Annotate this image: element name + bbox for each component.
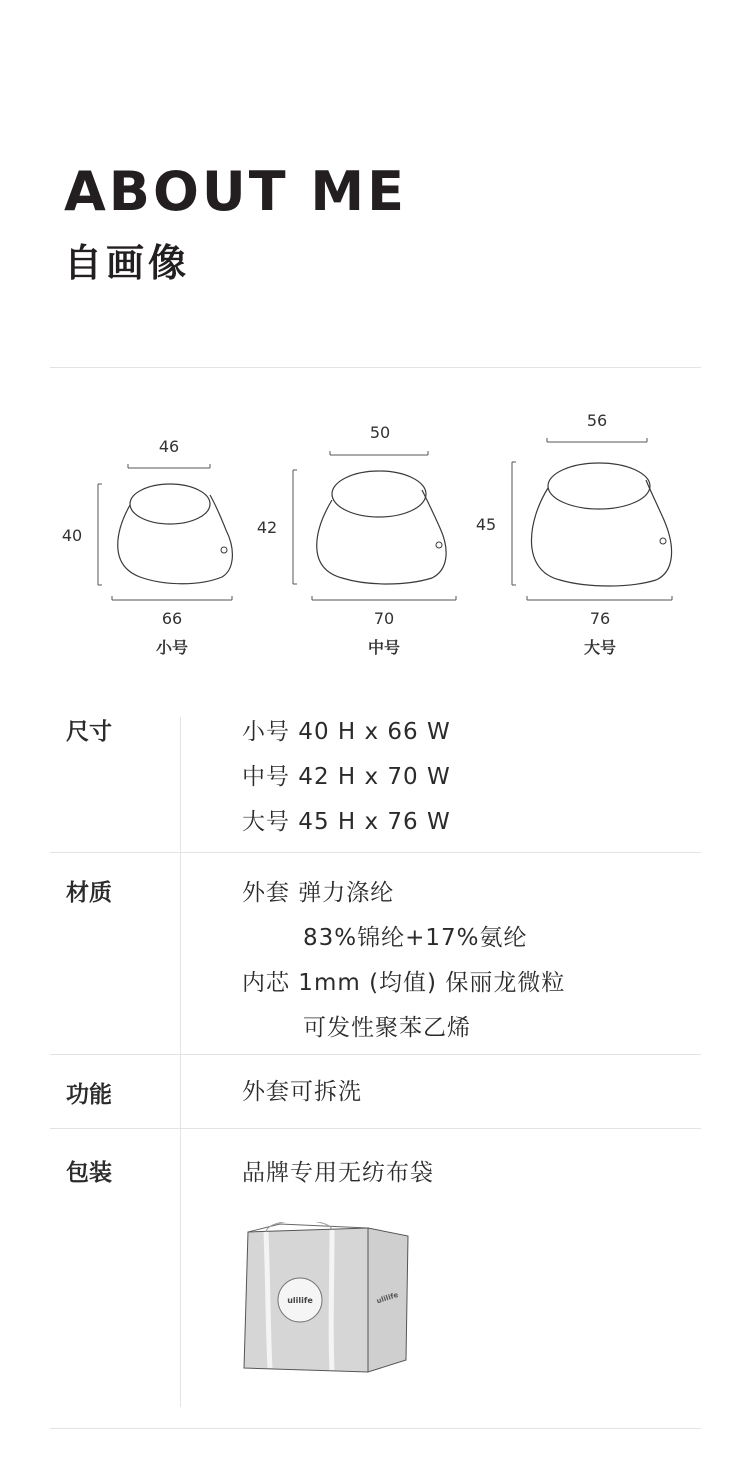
page-title-en: ABOUT ME bbox=[64, 160, 407, 223]
size-medium-name: 中号 bbox=[367, 638, 401, 657]
size-diagram-svg bbox=[50, 390, 701, 670]
spec-material-line: 可发性聚苯乙烯 bbox=[303, 1015, 471, 1041]
spec-label-function: 功能 bbox=[66, 1082, 112, 1108]
spec-size-line: 大号 45 H x 76 W bbox=[242, 809, 451, 835]
spec-material-line: 外套 弹力涤纶 bbox=[242, 880, 395, 906]
size-diagram-large bbox=[476, 411, 672, 657]
size-diagram-medium bbox=[257, 423, 456, 657]
size-medium-width: 70 bbox=[373, 609, 395, 628]
spec-label-size: 尺寸 bbox=[66, 719, 112, 745]
size-large-width: 76 bbox=[589, 609, 611, 628]
spec-material-line: 83%锦纶+17%氨纶 bbox=[303, 925, 528, 951]
spec-function-line: 外套可拆洗 bbox=[242, 1079, 362, 1105]
size-small-top: 46 bbox=[158, 437, 180, 456]
page-title-cn: 自画像 bbox=[64, 241, 191, 285]
spec-label-material: 材质 bbox=[66, 880, 112, 906]
divider-size bbox=[50, 852, 701, 853]
divider-bottom bbox=[50, 1428, 701, 1429]
size-small-width: 66 bbox=[161, 609, 183, 628]
spec-label-package: 包装 bbox=[66, 1160, 112, 1186]
size-large-height: 45 bbox=[475, 515, 497, 534]
spec-material-line: 内芯 1mm (均值) 保丽龙微粒 bbox=[242, 970, 566, 996]
divider-material bbox=[50, 1054, 701, 1055]
size-medium-height: 42 bbox=[256, 518, 278, 537]
size-large-top: 56 bbox=[586, 411, 608, 430]
size-medium-top: 50 bbox=[369, 423, 391, 442]
spec-column-divider bbox=[180, 717, 181, 1407]
bag-side-logo: ulilife bbox=[375, 1290, 400, 1306]
size-small-name: 小号 bbox=[155, 638, 189, 657]
size-diagram-small bbox=[62, 437, 233, 657]
spec-size-line: 中号 42 H x 70 W bbox=[242, 764, 451, 790]
size-small-height: 40 bbox=[61, 526, 83, 545]
tote-bag-image bbox=[240, 1222, 415, 1382]
divider-function bbox=[50, 1128, 701, 1129]
divider-top bbox=[50, 367, 701, 368]
spec-package-line: 品牌专用无纺布袋 bbox=[242, 1160, 434, 1186]
bag-logo: ulilife bbox=[287, 1296, 313, 1305]
size-diagrams bbox=[50, 390, 701, 670]
size-large-name: 大号 bbox=[583, 638, 617, 657]
spec-size-line: 小号 40 H x 66 W bbox=[242, 719, 451, 745]
